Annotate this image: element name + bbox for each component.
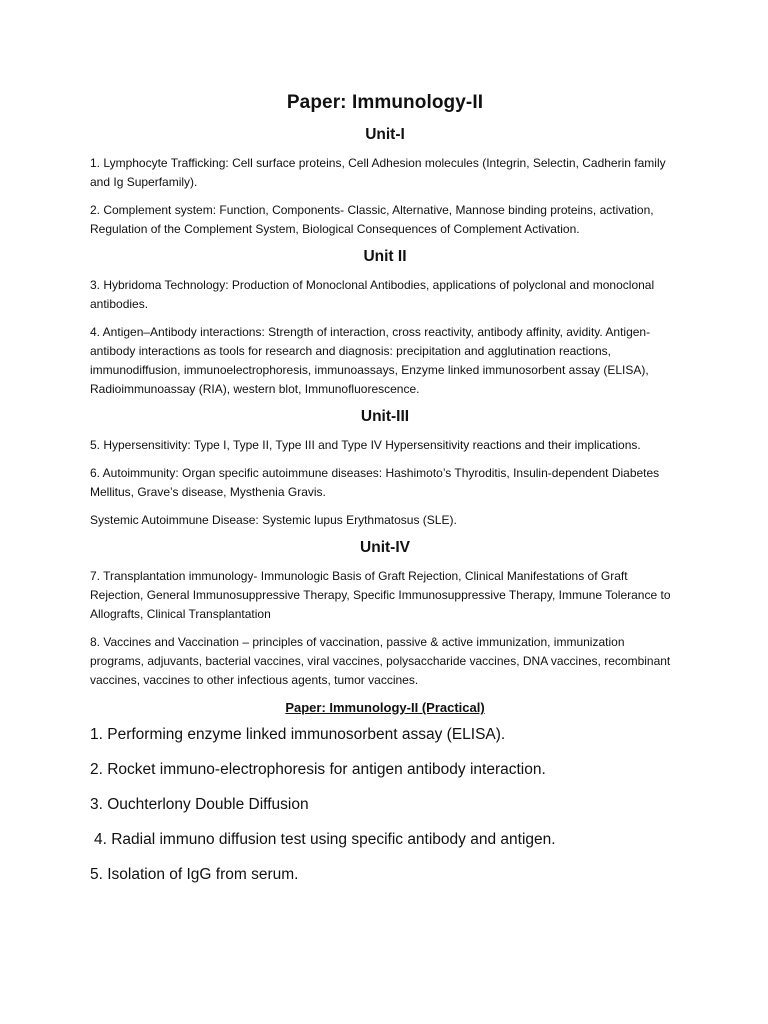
paragraph-item-2: 2. Complement system: Function, Components- Classic, Alternative, Mannose binding proteins, activation, Regulation of the Complement System, Biological Consequences of Complement Activation. bbox=[90, 203, 654, 236]
practical-heading: Paper: Immunology-II (Practical) bbox=[285, 700, 485, 715]
practical-item-5: 5. Isolation of IgG from serum. bbox=[90, 866, 299, 883]
unit-heading-2: Unit II bbox=[363, 248, 407, 265]
paragraph-systemic-autoimmune: Systemic Autoimmune Disease: Systemic lupus Erythmatosus (SLE). bbox=[90, 513, 457, 527]
unit-heading-4: Unit-IV bbox=[360, 539, 410, 556]
unit-heading-3: Unit-III bbox=[360, 408, 410, 425]
paragraph-item-3: 3. Hybridoma Technology: Production of Monoclonal Antibodies, applications of polyclonal and monoclonal antibodies. bbox=[90, 278, 655, 311]
paragraph-item-4: 4. Antigen–Antibody interactions: Strength of interaction, cross reactivity, antibody affinity, avidity. Antigen-antibody interactions as tools for research and diagnosis: precipitation and agglutination reactions, immunodiffusion, immunoelectrophoresis, immunoassays, Enzyme linked immunosorbent assay (ELISA), Radioimmunoassay (RIA), western blot, Immunofluorescence. bbox=[90, 325, 651, 396]
paragraph-item-8: 8. Vaccines and Vaccination – principles of vaccination, passive & active immunization, immunization programs, adjuvants, bacterial vaccines, viral vaccines, polysaccharide vaccines, DNA vaccines, recombinant vaccines, vaccines to other infectious agents, tumor vaccines. bbox=[90, 635, 671, 687]
practical-item-4: 4. Radial immuno diffusion test using specific antibody and antigen. bbox=[94, 831, 556, 848]
practical-item-3: 3. Ouchterlony Double Diffusion bbox=[90, 796, 309, 813]
paragraph-item-7: 7. Transplantation immunology- Immunologic Basis of Graft Rejection, Clinical Manifestations of Graft Rejection, General Immunosuppressive Therapy, Specific Immunosuppressive Therapy, Immune Tolerance to Allografts, Clinical Transplantation bbox=[90, 569, 671, 621]
paper-title: Paper: Immunology-II bbox=[286, 92, 484, 113]
document-content bbox=[90, 92, 680, 900]
unit-heading-1: Unit-I bbox=[365, 126, 405, 143]
paragraph-item-1: 1. Lymphocyte Trafficking: Cell surface proteins, Cell Adhesion molecules (Integrin, Selectin, Cadherin family and Ig Superfamily). bbox=[90, 156, 666, 189]
practical-item-1: 1. Performing enzyme linked immunosorbent assay (ELISA). bbox=[90, 726, 506, 743]
practical-item-2: 2. Rocket immuno-electrophoresis for antigen antibody interaction. bbox=[90, 761, 546, 778]
paragraph-item-6: 6. Autoimmunity: Organ specific autoimmune diseases: Hashimoto’s Thyroditis, Insulin-dependent Diabetes Mellitus, Grave’s disease, Mysthenia Gravis. bbox=[90, 466, 660, 499]
paragraph-item-5: 5. Hypersensitivity: Type I, Type II, Type III and Type IV Hypersensitivity reactions and their implications. bbox=[90, 438, 641, 452]
